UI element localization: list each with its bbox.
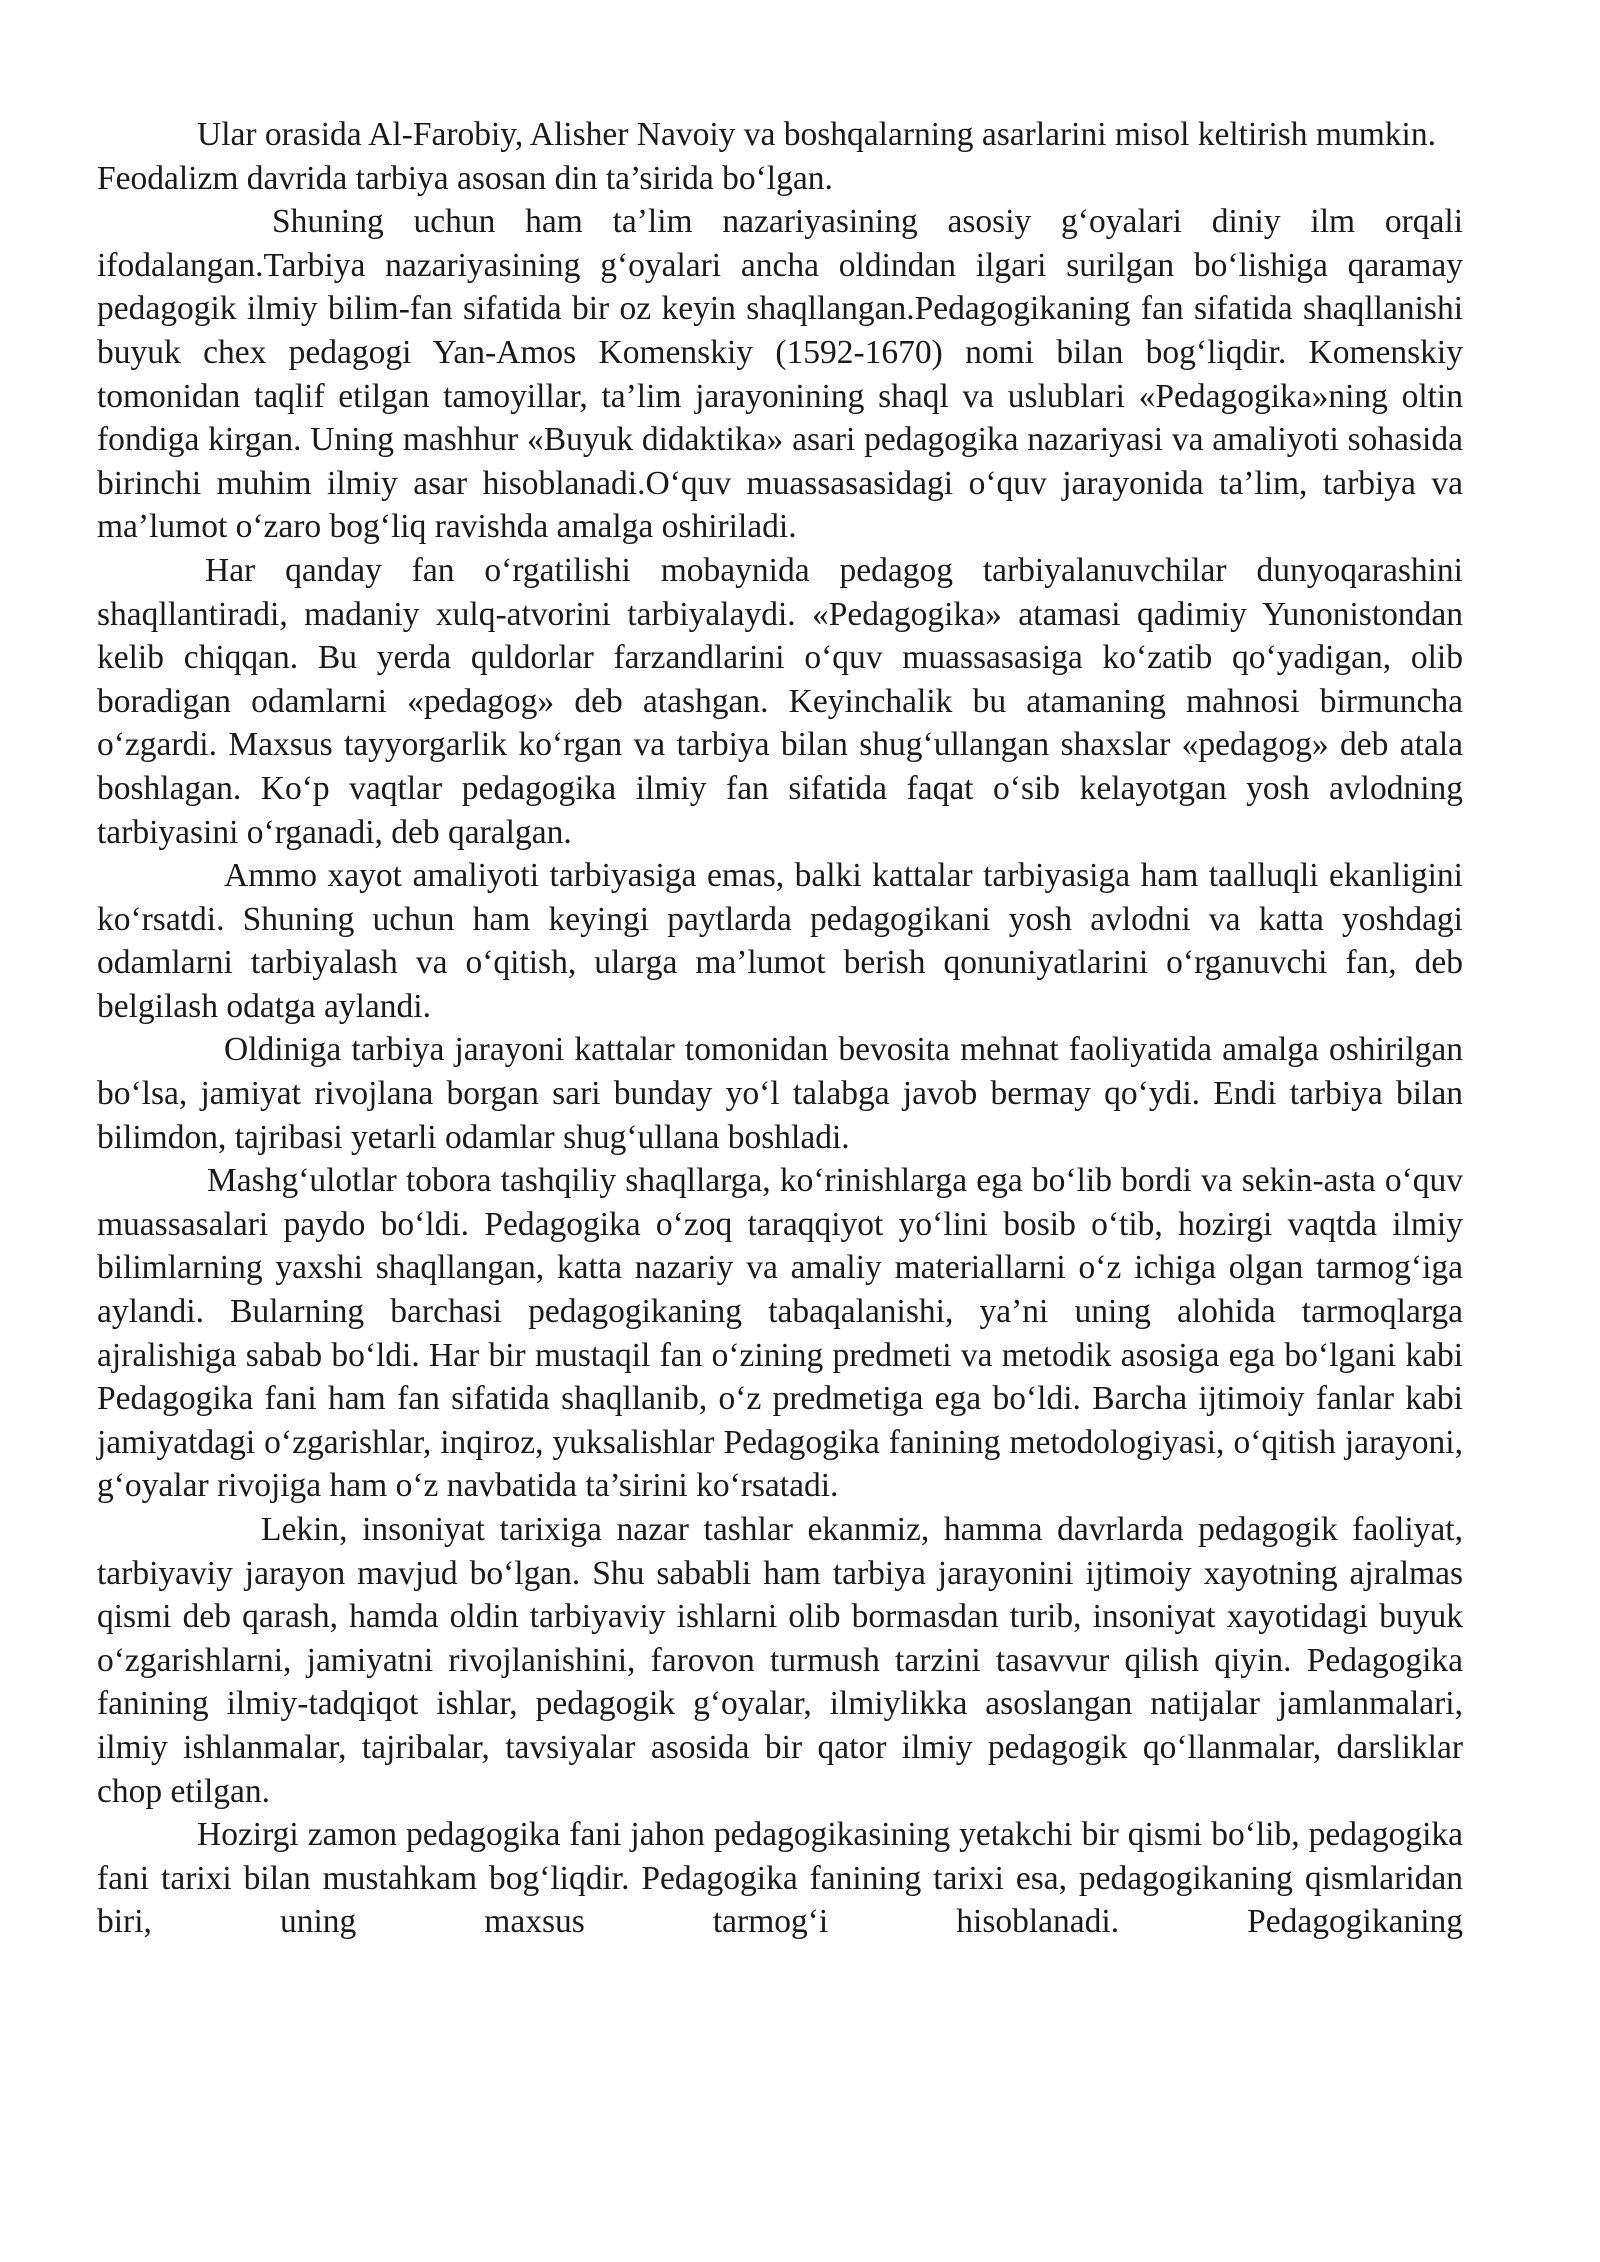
paragraph-5: Ammo xayot amaliyoti tarbiyasiga emas, balki kattalar tarbiyasiga ham taalluqli ekanligini ko‘rsatdi. Shuning uchun ham keyingi paytlarda pedagogikani yosh avlodni va katta yoshdagi odamlarni tarbiyalash va o‘qitish, ularga ma’lumot berish qonuniyatlarini o‘rganuvchi fan, deb belgilash odatga aylandi. <box>97 857 1463 1025</box>
paragraph-4: Har qanday fan o‘rgatilishi mobaynida pedagog tarbiyalanuvchilar dunyoqarashini shaqllantiradi, madaniy xulq-atvorini tarbiyalaydi. «Pedagogika» atamasi qadimiy Yunonistondan kelib chiqqan. Bu yerda quldorlar farzandlarini o‘quv muassasasiga ko‘zatib qo‘yadigan, olib boradigan odamlarni «pedagog» deb atashgan. Keyinchalik bu atamaning mahnosi birmuncha o‘zgardi. Maxsus tayyorgarlik ko‘rgan va tarbiya bilan shug‘ullangan shaxslar «pedagog» deb atala boshlagan. Ko‘p vaqtlar pedagogika ilmiy fan sifatida faqat o‘sib kelayotgan yosh avlodning tarbiyasini o‘rganadi, deb qaralgan. <box>97 551 1463 851</box>
paragraph-9: Hozirgi zamon pedagogika fani jahon pedagogikasining yetakchi bir qismi bo‘lib, pedagogika fani tarixi bilan mustahkam bog‘liqdir. Pedagogika fanining tarixi esa, pedagogikaning qismlaridan biri, uning maxsus tarmog‘i hisoblanadi. Pedagogikaning <box>97 1816 1463 1941</box>
document-page <box>97 113 1463 1944</box>
paragraph-3: Shuning uchun ham ta’lim nazariyasining asosiy g‘oyalari diniy ilm orqali ifodalangan.Tarbiya nazariyasining g‘oyalari ancha oldindan ilgari surilgan bo‘lishiga qaramay pedagogik ilmiy bilim-fan sifatida bir oz keyin shaqllangan.Pedagogikaning fan sifatida shaqllanishi buyuk chex pedagogi Yan-Amos Komenskiy (1592-1670) nomi bilan bog‘liqdir. Komenskiy tomonidan taqlif etilgan tamoyillar, ta’lim jarayonining shaql va uslublari «Pedagogika»ning oltin fondiga kirgan. Uning mashhur «Buyuk didaktika» asari pedagogika nazariyasi va amaliyoti sohasida birinchi muhim ilmiy asar hisoblanadi.O‘quv muassasasidagi o‘quv jarayonida ta’lim, tarbiya va ma’lumot o‘zaro bog‘liq ravishda amalga oshiriladi. <box>97 203 1463 546</box>
paragraph-1: Ular orasida Al-Farobiy, Alisher Navoiy va boshqalarning asarlarini misol keltirish mumkin. <box>197 116 1436 153</box>
paragraph-2: Feodalizm davrida tarbiya asosan din ta’sirida bo‘lgan. <box>97 159 833 197</box>
paragraph-7: Mashg‘ulotlar tobora tashqiliy shaqllarga, ko‘rinishlarga ega bo‘lib bordi va sekin-asta o‘quv muassasalari paydo bo‘ldi. Pedagogika o‘zoq taraqqiyot yo‘lini bosib o‘tib, hozirgi vaqtda ilmiy bilimlarning yaxshi shaqllangan, katta nazariy va amaliy materiallarni o‘z ichiga olgan tarmog‘iga aylandi. Bularning barchasi pedagogikaning tabaqalanishi, ya’ni uning alohida tarmoqlarga ajralishiga sabab bo‘ldi. Har bir mustaqil fan o‘zining predmeti va metodik asosiga ega bo‘lgani kabi Pedagogika fani ham fan sifatida shaqllanib, o‘z predmetiga ega bo‘ldi. Barcha ijtimoiy fanlar kabi jamiyatdagi o‘zgarishlar, inqiroz, yuksalishlar Pedagogika fanining metodologiyasi, o‘qitish jarayoni, g‘oyalar rivojiga ham o‘z navbatida ta’sirini ko‘rsatadi. <box>97 1162 1463 1505</box>
paragraph-6: Oldiniga tarbiya jarayoni kattalar tomonidan bevosita mehnat faoliyatida amalga oshirilgan bo‘lsa, jamiyat rivojlana borgan sari bunday yo‘l talabga javob bermay qo‘ydi. Endi tarbiya bilan bilimdon, tajribasi yetarli odamlar shug‘ullana boshladi. <box>97 1031 1463 1156</box>
paragraph-8: Lekin, insoniyat tarixiga nazar tashlar ekanmiz, hamma davrlarda pedagogik faoliyat, tarbiyaviy jarayon mavjud bo‘lgan. Shu sababli ham tarbiya jarayonini ijtimoiy xayotning ajralmas qismi deb qarash, hamda oldin tarbiyaviy ishlarni olib bormasdan turib, insoniyat xayotidagi buyuk o‘zgarishlarni, jamiyatni rivojlanishini, farovon turmush tarzini tasavvur qilish qiyin. Pedagogika fanining ilmiy-tadqiqot ishlar, pedagogik g‘oyalar, ilmiylikka asoslangan natijalar jamlanmalari, ilmiy ishlanmalar, tajribalar, tavsiyalar asosida bir qator ilmiy pedagogik qo‘llanmalar, darsliklar chop etilgan. <box>97 1511 1463 1810</box>
